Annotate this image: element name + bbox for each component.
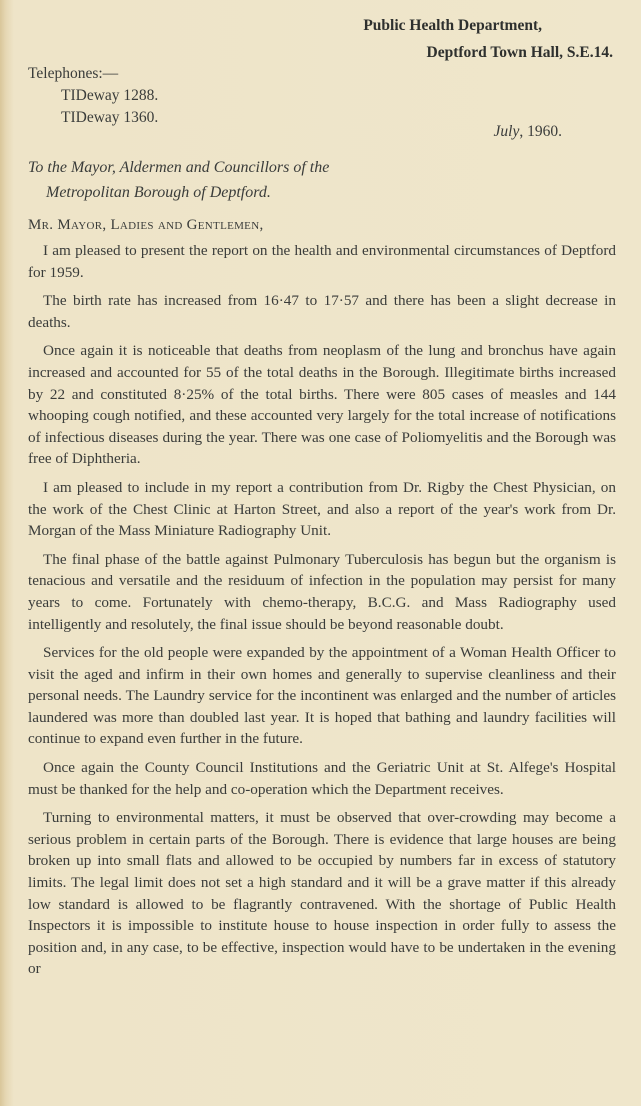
- date-month: July: [493, 123, 520, 140]
- salutation: Mr. Mayor, Ladies and Gentlemen,: [28, 217, 264, 233]
- paragraph: I am pleased to present the report on the health and environmental circumstances of Deptford for 1959.: [28, 242, 616, 281]
- date-year: , 1960.: [519, 123, 562, 140]
- paragraph: The birth rate has increased from 16·47 to 17·57 and there has been a slight decrease in deaths.: [28, 292, 616, 331]
- letter-date: [494, 123, 562, 141]
- telephones-label: Telephones:—: [28, 65, 119, 82]
- addressee-line-2: Metropolitan Borough of Deptford.: [46, 184, 271, 201]
- paragraph: The final phase of the battle against Pulmonary Tuberculosis has begun but the organism is tenacious and versatile and the residuum of infection in the population may persist for many years to come. Fortunately with chemo-therapy, B.C.G. and Mass Radiography used intelligently and resolutely, the final issue should be beyond reasonable doubt.: [28, 550, 616, 633]
- paragraph: Services for the old people were expanded by the appointment of a Woman Health Officer to visit the aged and infirm in their own homes and generally to supervise cleanliness and their personal needs. The Laundry service for the incontinent was enlarged and the number of articles laundered was more than doubled last year. It is hoped that bathing and laundry facilities will continue to expand even further in the future.: [28, 644, 616, 748]
- telephone-number-2: TIDeway 1360.: [61, 109, 159, 126]
- paragraph: Once again it is noticeable that deaths from neoplasm of the lung and bronchus have again increased and accounted for 55 of the total deaths in the Borough. Illegitimate births increased by 22 and constituted 8·25% of the total births. There were 805 cases of measles and 144 whooping cough notified, and these accounted very largely for the total increase of notifications of infectious diseases during the year. There was one case of Poliomyelitis and the Borough was free of Diphtheria.: [28, 342, 616, 468]
- paragraph: I am pleased to include in my report a contribution from Dr. Rigby the Chest Physician, on the work of the Chest Clinic at Harton Street, and also a report of the year's work from Dr. Morgan of the Mass Miniature Radiography Unit.: [28, 478, 616, 540]
- telephone-number-1: TIDeway 1288.: [61, 87, 159, 104]
- department-name: Public Health Department,: [363, 17, 542, 34]
- addressee-line-1: To the Mayor, Aldermen and Councillors of the: [28, 159, 330, 176]
- paragraph: Turning to environmental matters, it must be observed that over-crowding may become a serious problem in certain parts of the Borough. There is evidence that large houses are being broken up into small flats and allowed to be occupied by numbers far in excess of statutory limits. The legal limit does not set a high standard and it will be a grave matter if this already low standard is allowed to be flagrantly contravened. With the shortage of Public Health Inspectors it is impossible to institute house to house inspection in order fully to assess the position and, in any case, to be effective, inspection would have to be undertaken in the evening or: [28, 809, 616, 978]
- department-address: Deptford Town Hall, S.E.14.: [426, 44, 613, 61]
- letter-body: [28, 240, 616, 987]
- paragraph: Once again the County Council Institutions and the Geriatric Unit at St. Alfege's Hospital must be thanked for the help and co-operation which the Department receives.: [28, 759, 616, 798]
